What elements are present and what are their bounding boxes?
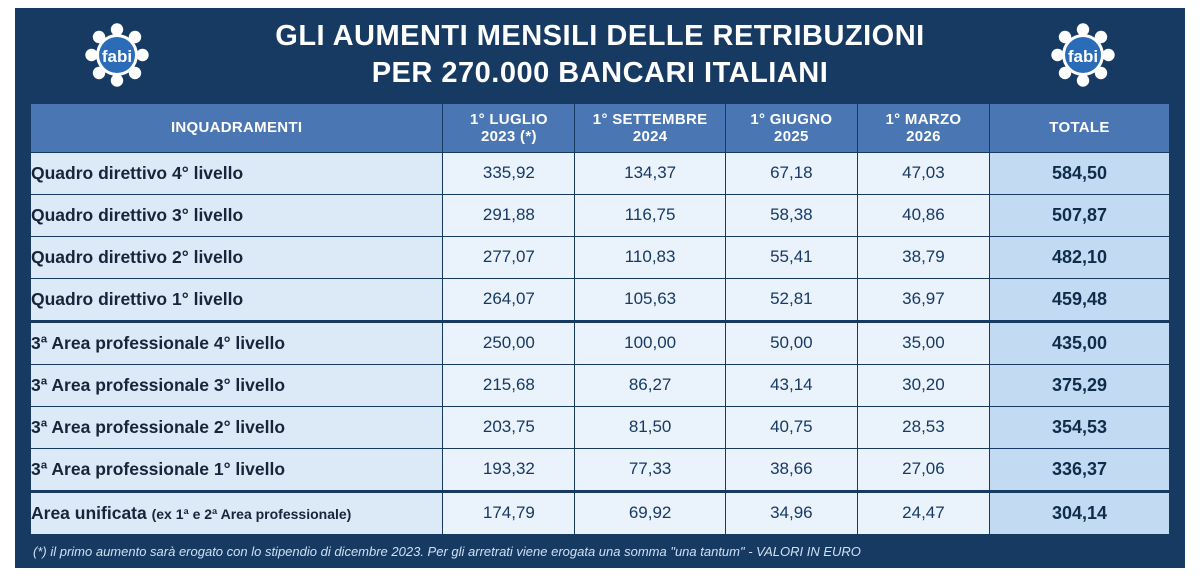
salary-increase-table [30,103,1170,536]
column-header-label: 1° MARZO [885,110,962,128]
row-label-main: Quadro direttivo 3° livello [31,204,244,225]
row-total: 459,48 [990,278,1170,321]
column-header-label: TOTALE [1049,119,1110,137]
row-label [31,194,443,236]
fabi-logo-icon-left [85,23,149,87]
row-value: 116,75 [575,194,725,236]
footnote-text: (*) il primo aumento sarà erogato con lo stipendio di dicembre 2023. Per gli arretrati viene erogata una somma "una tantum" - VALORI IN EURO [33,544,861,560]
column-header-sublabel: 2026 [906,127,941,145]
column-header-label: 1° SETTEMBRE [592,110,708,128]
row-value: 100,00 [575,321,725,364]
row-value: 28,53 [857,406,989,448]
table-body [31,152,1170,535]
table-row [31,236,1170,278]
column-header-marzo-2026 [857,103,989,152]
column-header-label: INQUADRAMENTI [170,119,303,137]
row-label-main: Quadro direttivo 2° livello [31,246,244,267]
row-total: 482,10 [990,236,1170,278]
row-total: 336,37 [990,448,1170,491]
row-value: 110,83 [575,236,725,278]
column-header-giugno-2025 [725,103,857,152]
row-label [31,406,443,448]
row-value: 40,75 [725,406,857,448]
row-value: 277,07 [443,236,575,278]
row-total: 435,00 [990,321,1170,364]
row-value: 36,97 [857,278,989,321]
column-header-sublabel: 2023 (*) [481,127,537,145]
row-value: 134,37 [575,152,725,194]
row-label-main: 3ª Area professionale 1° livello [31,458,286,479]
table-row [31,194,1170,236]
row-value: 67,18 [725,152,857,194]
row-value: 55,41 [725,236,857,278]
row-value: 291,88 [443,194,575,236]
table-row [31,491,1170,535]
row-label-main: 3ª Area professionale 3° livello [31,374,286,395]
row-label-note: (ex 1ª e 2ª Area professionale) [151,505,352,522]
column-header-label: 1° GIUGNO [750,110,833,128]
row-label-main: Quadro direttivo 4° livello [31,162,244,183]
row-total: 507,87 [990,194,1170,236]
table-header [31,103,1170,152]
table-header-row [31,103,1170,152]
table-row [31,406,1170,448]
row-value: 30,20 [857,364,989,406]
row-value: 34,96 [725,491,857,535]
row-value: 203,75 [443,406,575,448]
table-container [15,103,1185,536]
row-value: 335,92 [443,152,575,194]
row-total: 354,53 [990,406,1170,448]
title-line-1: GLI AUMENTI MENSILI DELLE RETRIBUZIONI [275,20,925,53]
row-value: 105,63 [575,278,725,321]
svg-text:fabi: fabi [1067,47,1099,67]
row-value: 35,00 [857,321,989,364]
page-title [115,18,1084,92]
row-value: 38,66 [725,448,857,491]
row-label [31,321,443,364]
row-value: 47,03 [857,152,989,194]
column-header-luglio-2023 [443,103,575,152]
title-line-2: PER 270.000 BANCARI ITALIANI [371,57,829,90]
header [15,8,1185,103]
row-total: 375,29 [990,364,1170,406]
row-total: 304,14 [990,491,1170,535]
row-value: 58,38 [725,194,857,236]
column-header-sublabel: 2025 [774,127,809,145]
row-label-main: 3ª Area professionale 4° livello [31,332,286,353]
column-header-totale [990,103,1170,152]
footnote [15,536,1185,568]
table-row [31,321,1170,364]
row-label [31,491,443,535]
row-value: 43,14 [725,364,857,406]
row-label [31,364,443,406]
fabi-logo-icon-right [1051,23,1115,87]
column-header-label: 1° LUGLIO [469,110,548,128]
row-value: 81,50 [575,406,725,448]
column-header-inquadramenti [31,103,443,152]
row-label-main: Quadro direttivo 1° livello [31,288,244,309]
row-value: 52,81 [725,278,857,321]
row-label [31,278,443,321]
table-row [31,364,1170,406]
infographic-panel [15,8,1185,568]
row-value: 86,27 [575,364,725,406]
row-value: 193,32 [443,448,575,491]
row-value: 264,07 [443,278,575,321]
row-value: 50,00 [725,321,857,364]
row-value: 69,92 [575,491,725,535]
table-row [31,448,1170,491]
row-label [31,152,443,194]
row-value: 40,86 [857,194,989,236]
row-label [31,448,443,491]
column-header-sublabel: 2024 [632,127,668,145]
table-row [31,152,1170,194]
row-label-main: 3ª Area professionale 2° livello [31,416,286,437]
column-header-settembre-2024 [575,103,725,152]
table-row [31,278,1170,321]
row-value: 250,00 [443,321,575,364]
row-value: 215,68 [443,364,575,406]
row-value: 77,33 [575,448,725,491]
row-label [31,236,443,278]
row-label-main: Area unificata [31,502,152,523]
row-value: 27,06 [857,448,989,491]
row-value: 24,47 [857,491,989,535]
row-total: 584,50 [990,152,1170,194]
svg-text:fabi: fabi [101,47,133,67]
row-value: 38,79 [857,236,989,278]
row-value: 174,79 [443,491,575,535]
